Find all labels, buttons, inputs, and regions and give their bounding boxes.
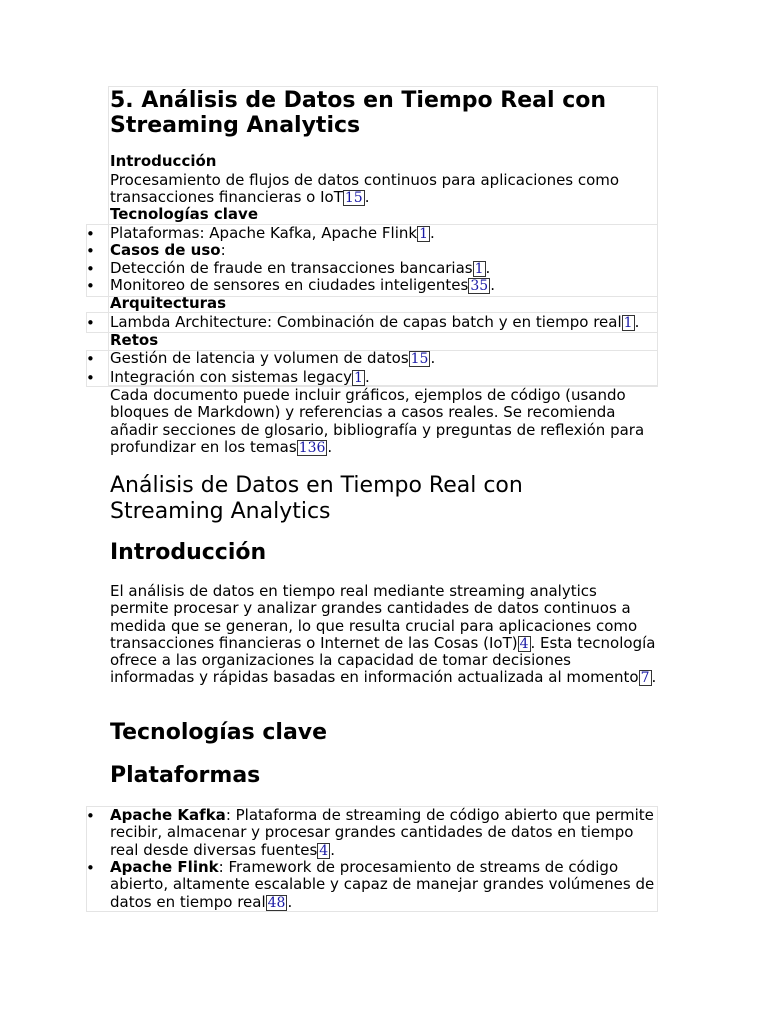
citation-link[interactable]: 136 bbox=[298, 439, 326, 456]
row-divider bbox=[86, 911, 658, 912]
summary-intro-heading: Introducción bbox=[110, 152, 217, 170]
list-item: Detección de fraude en transacciones bancarias 1 . bbox=[110, 259, 491, 277]
bullet-icon: • bbox=[86, 242, 95, 260]
list-item: Apache Kafka: Plataforma de streaming de código abierto que permite recibir, almacenar y procesar grandes cantidades de datos en tiempo real desde diversas fuentes 4 . bbox=[110, 806, 654, 859]
list-item: Integración con sistemas legacy 1 . bbox=[110, 368, 370, 386]
bullet-icon: • bbox=[86, 314, 95, 332]
summary-title: 5. Análisis de Datos en Tiempo Real con Streaming Analytics bbox=[110, 88, 607, 138]
article-tech-heading: Tecnologías clave bbox=[110, 720, 328, 745]
summary-arch-heading: Arquitecturas bbox=[110, 294, 227, 312]
list-item: Monitoreo de sensores en ciudades inteligentes 35 . bbox=[110, 276, 495, 294]
bullet-icon: • bbox=[86, 277, 95, 295]
citation-link[interactable]: 7 bbox=[640, 670, 650, 687]
list-item: Gestión de latencia y volumen de datos 15 . bbox=[110, 349, 436, 367]
bullet-icon: • bbox=[86, 369, 95, 387]
citation-link[interactable]: 48 bbox=[267, 894, 286, 911]
citation-link[interactable]: 35 bbox=[470, 278, 489, 294]
summary-tech-heading: Tecnologías clave bbox=[110, 205, 258, 223]
citation-link[interactable]: 4 bbox=[519, 635, 529, 652]
citation-link[interactable]: 15 bbox=[344, 190, 363, 207]
summary-retos-heading: Retos bbox=[110, 331, 159, 349]
article-title: Análisis de Datos en Tiempo Real con Streaming Analytics bbox=[110, 473, 523, 524]
article-intro-heading: Introducción bbox=[110, 540, 267, 565]
bullet-icon: • bbox=[86, 807, 95, 825]
bullet-icon: • bbox=[86, 859, 95, 877]
citation-link[interactable]: 1 bbox=[419, 226, 429, 242]
citation-link[interactable]: 4 bbox=[319, 842, 329, 859]
citation-link[interactable]: 1 bbox=[354, 370, 363, 386]
list-item: Apache Flink: Framework de procesamiento de streams de código abierto, altamente escalable y capaz de manejar grandes volúmenes de datos en tiempo real 48 . bbox=[110, 858, 655, 911]
list-item: Plataformas: Apache Kafka, Apache Flink 1 . bbox=[110, 224, 435, 242]
bullet-icon: • bbox=[86, 225, 95, 243]
citation-link[interactable]: 1 bbox=[474, 261, 484, 277]
summary-intro-text: Procesamiento de flujos de datos continuos para aplicaciones como transacciones financieras o IoT 15 . bbox=[110, 171, 620, 207]
summary-closing-text: Cada documento puede incluir gráficos, ejemplos de código (usando bloques de Markdown) y referencias a casos reales. Se recomienda añadir secciones de glosario, bibliografía y preguntas de reflexión para profundizar en los temas 136 . bbox=[110, 386, 645, 456]
list-item: Lambda Architecture: Combinación de capas batch y en tiempo real 1 . bbox=[110, 313, 640, 331]
bullet-icon: • bbox=[86, 350, 95, 368]
list-item: Casos de uso: bbox=[110, 241, 226, 259]
citation-link[interactable]: 15 bbox=[410, 351, 429, 367]
citation-link[interactable]: 1 bbox=[623, 315, 633, 331]
bullet-icon: • bbox=[86, 260, 95, 278]
article-platforms-heading: Plataformas bbox=[110, 763, 261, 788]
article-intro-paragraph: El análisis de datos en tiempo real mediante streaming analytics permite procesar y analizar grandes cantidades de datos continuos a medida que se generan, lo que resulta crucial para aplicaciones como transacciones financieras o Internet de las Cosas (IoT) 4 . Esta tecnología ofrece a las organizaciones la capacidad de tomar decisiones informadas y rápidas basadas en información actualizada al momento 7 . bbox=[110, 582, 657, 687]
